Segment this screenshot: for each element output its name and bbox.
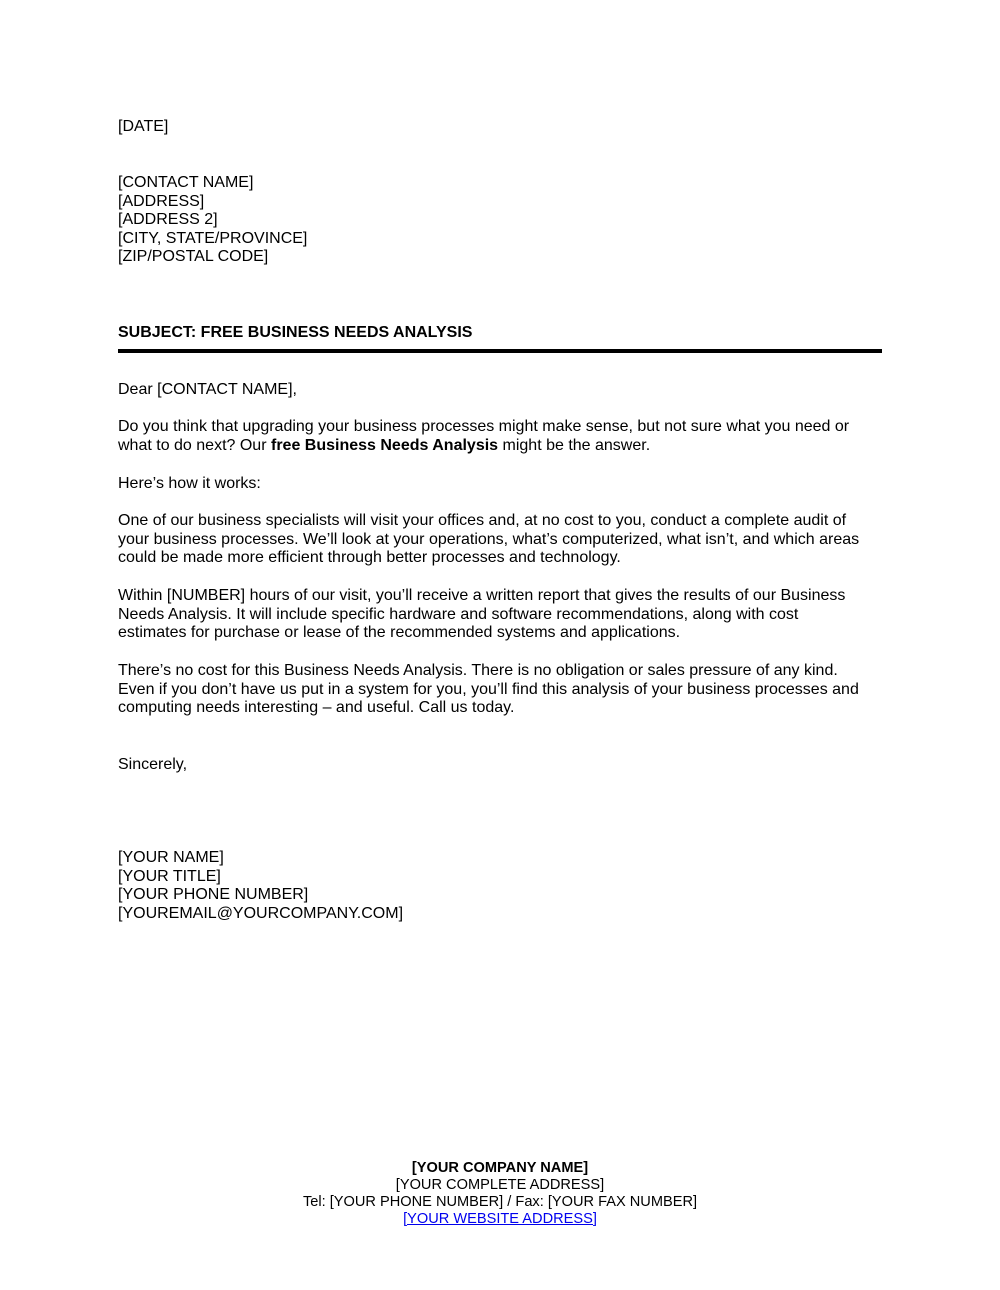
footer-website-link[interactable]: [YOUR WEBSITE ADDRESS] [403, 1211, 597, 1227]
paragraph-line: computing needs interesting – and useful. Call us today. [118, 699, 515, 717]
paragraph-no-cost [118, 662, 859, 718]
footer-contact: Tel: [YOUR PHONE NUMBER] / Fax: [YOUR FAX NUMBER] [302, 1194, 698, 1210]
paragraph-line: Even if you don’t have us put in a system for you, you’ll find this analysis of your business processes and [118, 680, 859, 698]
subject-divider [118, 349, 882, 353]
paragraph-line: Needs Analysis. It will include specific hardware and software recommendations, along with cost [118, 605, 799, 623]
paragraph-specialist-visit [118, 512, 859, 568]
letter-page [118, 0, 882, 1290]
recipient-zip: [ZIP/POSTAL CODE] [118, 248, 269, 266]
paragraph-line: estimates for purchase or lease of the recommended systems and applications. [118, 624, 681, 642]
letterhead-footer [0, 1160, 1000, 1228]
recipient-city-state: [CITY, STATE/PROVINCE] [118, 229, 308, 247]
text-run: might be the answer. [498, 436, 651, 454]
paragraph-line: Do you think that upgrading your business processes might make sense, but not sure what you need or [118, 418, 850, 435]
recipient-contact-name: [CONTACT NAME] [118, 174, 254, 191]
recipient-block [118, 174, 307, 267]
closing: Sincerely, [118, 756, 188, 773]
paragraph-how-it-works: Here’s how it works: [118, 475, 261, 492]
paragraph-line: There’s no cost for this Business Needs Analysis. There is no obligation or sales pressure of any kind. [118, 662, 838, 679]
signature-email: [YOUREMAIL@YOURCOMPANY.COM] [118, 904, 404, 922]
signature-name: [YOUR NAME] [118, 849, 224, 866]
paragraph-line: One of our business specialists will visit your offices and, at no cost to you, conduct a complete audit of [118, 512, 847, 529]
paragraph-intro [118, 418, 849, 455]
salutation: Dear [CONTACT NAME], [118, 381, 297, 398]
date [118, 118, 168, 137]
paragraph-line: could be made more efficient through better processes and technology. [118, 549, 621, 567]
date-text: [DATE] [118, 118, 169, 135]
paragraph-written-report [118, 587, 845, 643]
signature-title: [YOUR TITLE] [118, 867, 221, 885]
text-run: what to do next? Our [118, 436, 271, 454]
signature-block [118, 849, 403, 923]
footer-company-name: [YOUR COMPANY NAME] [411, 1160, 589, 1176]
subject-line: SUBJECT: FREE BUSINESS NEEDS ANALYSIS [118, 324, 473, 341]
paragraph-line [118, 437, 849, 456]
recipient-address-2: [ADDRESS 2] [118, 211, 218, 229]
bold-offer-text: free Business Needs Analysis [270, 436, 499, 454]
paragraph-line: Within [NUMBER] hours of our visit, you’ll receive a written report that gives the results of our Business [118, 587, 846, 604]
footer-address: [YOUR COMPLETE ADDRESS] [395, 1177, 605, 1193]
signature-phone: [YOUR PHONE NUMBER] [118, 886, 309, 904]
recipient-address: [ADDRESS] [118, 192, 205, 210]
paragraph-line: your business processes. We’ll look at your operations, what’s computerized, what isn’t, and which areas [118, 530, 860, 548]
